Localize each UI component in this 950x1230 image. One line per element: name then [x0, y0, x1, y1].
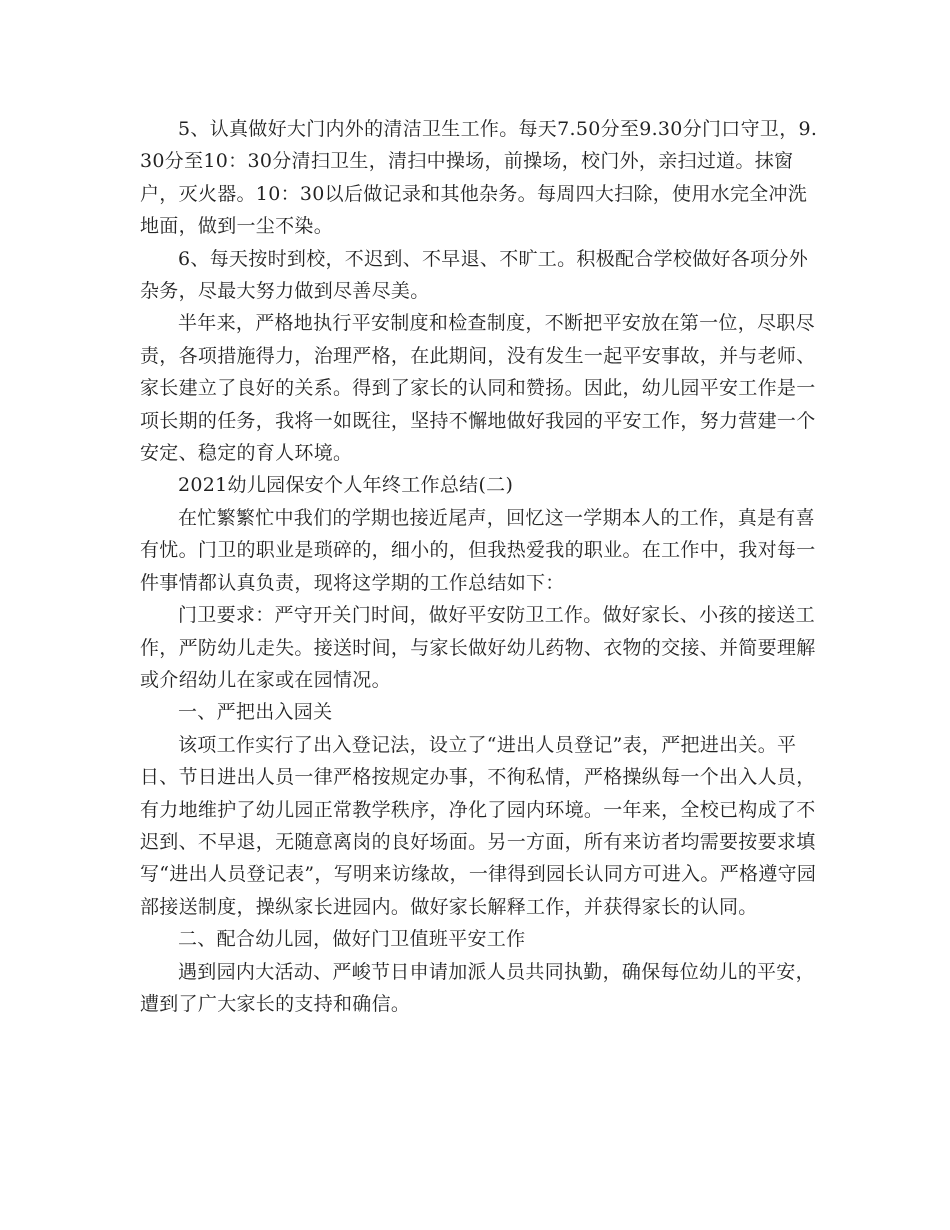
paragraph-intro: 在忙繁繁忙中我们的学期也接近尾声，回忆这一学期本人的工作，真是有喜有忧。门卫的职业是琐碎的，细小的，但我热爱我的职业。在工作中，我对每一件事情都认真负责，现将这学期的工作总结如下：	[140, 506, 816, 594]
paragraph-entry-control: 该项工作实行了出入登记法，设立了“进出人员登记”表，严把进出关。平日、节日进出人员一律严格按规定办事，不徇私情，严格操纵每一个出入人员，有力地维护了幼儿园正常教学秩序，净化了园内环境。一年来，全校已构成了不迟到、不早退，无随意离岗的良好场面。另一方面，所有来访者均需要按要求填写“进出人员登记表”，写明来访缘故，一律得到园长认同方可进入。严格遵守园部接送制度，操纵家长进园内。做好家长解释工作，并获得家长的认同。	[140, 733, 817, 918]
heading-entry-control: 一、严把出入园关	[178, 701, 333, 724]
paragraph-item-5: 5、认真做好大门内外的清洁卫生工作。每天7.50分至9.30分门口守卫，9.30分至10：30分清扫卫生，清扫中操场，前操场，校门外，亲扫过道。抹窗户，灭火器。10：30以后做记录和其他杂务。每周四大扫除，使用水完全冲洗地面，做到一尘不染。	[140, 118, 818, 238]
heading-duty-safety: 二、配合幼儿园，做好门卫值班平安工作	[178, 928, 526, 951]
paragraph-duty-safety: 遇到园内大活动、严峻节日申请加派人员共同执勤，确保每位幼儿的平安，遭到了广大家长的支持和确信。	[140, 960, 815, 1015]
paragraph-item-6: 6、每天按时到校，不迟到、不早退、不旷工。积极配合学校做好各项分外杂务，尽最大努力做到尽善尽美。	[140, 247, 808, 303]
paragraph-guard-requirements: 门卫要求：严守开关门时间，做好平安防卫工作。做好家长、小孩的接送工作，严防幼儿走失。接送时间，与家长做好幼儿药物、衣物的交接、并简要理解或介绍幼儿在家或在园情况。	[140, 604, 816, 691]
section-title: 2021幼儿园保安个人年终工作总结(二)	[178, 474, 514, 497]
paragraph-half-year-summary: 半年来，严格地执行平安制度和检查制度，不断把平安放在第一位，尽职尽责，各项措施得力，治理严格，在此期间，没有发生一起平安事故，并与老师、家长建立了良好的关系。得到了家长的认同和赞扬。因此，幼儿园平安工作是一项长期的任务，我将一如既往，坚持不懈地做好我园的平安工作，努力营建一个安定、稳定的育人环境。	[140, 312, 816, 465]
document-body	[140, 113, 820, 1020]
